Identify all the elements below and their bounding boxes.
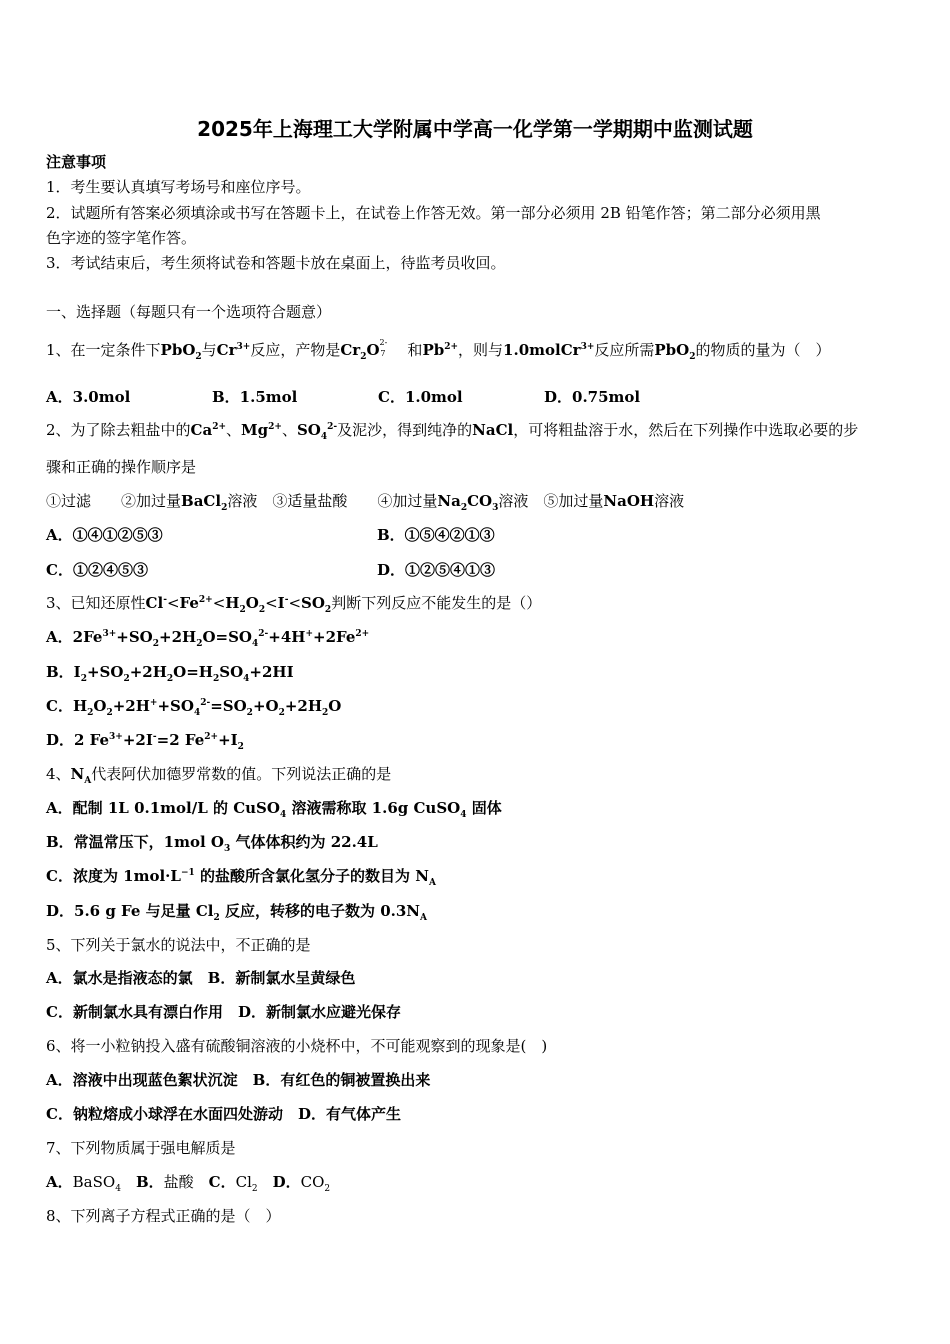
question-3-option-a: A．$2Fe^{3+}+SO_2+2H_2O=SO_4^{2-}+4H^++2Fe^{2+}$ <box>46 628 370 649</box>
question-2-options-row1 <box>46 525 495 545</box>
question-8-stem: 8、下列离子方程式正确的是（ ） <box>46 1207 281 1225</box>
question-2-options-row2 <box>46 560 495 580</box>
question-3-option-d: D．2 $Fe^{3+}+2I^-=2$ $Fe^{2+}+I_2$ <box>46 731 244 752</box>
q1-option-c: C．1.0mol <box>378 388 463 406</box>
question-6-options-row2: C．钠粒熔成小球浮在水面四处游动 D．有气体产生 <box>46 1105 401 1123</box>
question-2-stem: 2、为了除去粗盐中的$Ca^{2+}$、$Mg^{2+}$、$SO_4^{2-}$及泥沙，得到纯净的NaCl，可将粗盐溶于水，然后在下列操作中选取必要的步 <box>46 421 859 442</box>
question-7-stem: 7、下列物质属于强电解质是 <box>46 1139 236 1157</box>
question-4-option-b: B．常温常压下，1mol $O_3$ 气体体积约为 22.4L <box>46 833 378 854</box>
question-5-stem: 5、下列关于氯水的说法中，不正确的是 <box>46 936 311 954</box>
question-1-stem: 1、在一定条件下PbO$_2$与$Cr^{3+}$反应，产物是$Cr_2O^{2-}7$ 和$Pb^{2+}$，则与1.0molCr$^{3+}$反应所需PbO$_2$的物质的量为（ ） <box>46 338 831 362</box>
notice-heading: 注意事项 <box>46 153 107 171</box>
question-6-stem: 6、将一小粒钠投入盛有硫酸铜溶液的小烧杯中，不可能观察到的现象是( ) <box>46 1037 548 1055</box>
notice-item-1: 1．考生要认真填写考场号和座位序号。 <box>46 178 311 196</box>
q4-prefix: 代表阿伏加德罗常数的值。下列说法正确的是 <box>91 765 392 783</box>
q2-op-3: ③适量盐酸 <box>272 492 348 510</box>
notice-item-3: 3．考试结束后，考生须将试卷和答题卡放在桌面上，待监考员收回。 <box>46 254 506 272</box>
question-4-option-a: A．配制 1L 0.1mol/L 的 CuSO$_4$ 溶液需称取 1.6g CuSO$_4$ 固体 <box>46 799 502 820</box>
page-title: 2025年上海理工大学附属中学高一化学第一学期期中监测试题 <box>197 117 753 141</box>
q1-option-d: D．0.75mol <box>544 388 641 406</box>
question-2-operations: ①过滤 ②加过量BaCl$_2$溶液 ③适量盐酸 ④加过量$Na_2CO_3$溶液 ⑤加过量NaOH溶液 <box>46 492 685 513</box>
question-5-options-row2: C．新制氯水具有漂白作用 D．新制氯水应避光保存 <box>46 1003 401 1021</box>
q2-option-b: B．①⑤④②①③ <box>377 526 495 544</box>
question-6-options-row1: A．溶液中出现蓝色絮状沉淀 B．有红色的铜被置换出来 <box>46 1071 431 1089</box>
q1-option-b: B．1.5mol <box>212 388 298 406</box>
q1-option-a: A．3.0mol <box>46 388 131 406</box>
question-3-stem: 3、已知还原性$Cl^-<Fe^{2+}<H_2O_2<I^-<SO_2$判断下列反应不能发生的是（） <box>46 594 542 615</box>
q1-prefix: 1、在一定条件下 <box>46 341 161 359</box>
question-7-options: A．BaSO$_4$ B．盐酸 C．$Cl_2$ D．$CO_2$ <box>46 1173 331 1194</box>
question-5-options-row1: A．氯水是指液态的氯 B．新制氯水呈黄绿色 <box>46 969 356 987</box>
question-3-option-b: B．$I_2+SO_2+2H_2O=H_2SO_4+2HI$ <box>46 663 294 684</box>
notice-item-2: 2．试题所有答案必须填涂或书写在答题卡上，在试卷上作答无效。第一部分必须用 2B 铅笔作答；第二部分必须用黑 <box>46 204 821 222</box>
question-4-option-d: D．5.6 g Fe 与足量 $Cl_2$ 反应，转移的电子数为 $0.3N_A$ <box>46 902 428 923</box>
notice-item-2-cont: 色字迹的签字笔作答。 <box>46 229 197 247</box>
question-2-stem-cont: 骤和正确的操作顺序是 <box>46 458 197 476</box>
question-1-options <box>46 387 640 407</box>
q2-option-c: C．①②④⑤③ <box>46 561 148 579</box>
question-4-option-c: C．浓度为 $1mol\cdot L^{-1}$ 的盐酸所含氯化氢分子的数目为 $N_A$ <box>46 867 436 888</box>
question-4-stem: 4、$N_A$代表阿伏加德罗常数的值。下列说法正确的是 <box>46 765 392 786</box>
question-3-option-c: C．$H_2O_2+2H^++SO_4^{2-}=SO_2+O_2+2H_2O$ <box>46 697 342 718</box>
q2-op-1: ①过滤 <box>46 492 92 510</box>
q2-option-d: D．①②⑤④①③ <box>377 561 496 579</box>
section-heading: 一、选择题（每题只有一个选项符合题意） <box>46 303 332 321</box>
q2-option-a: A．①④①②⑤③ <box>46 526 163 544</box>
